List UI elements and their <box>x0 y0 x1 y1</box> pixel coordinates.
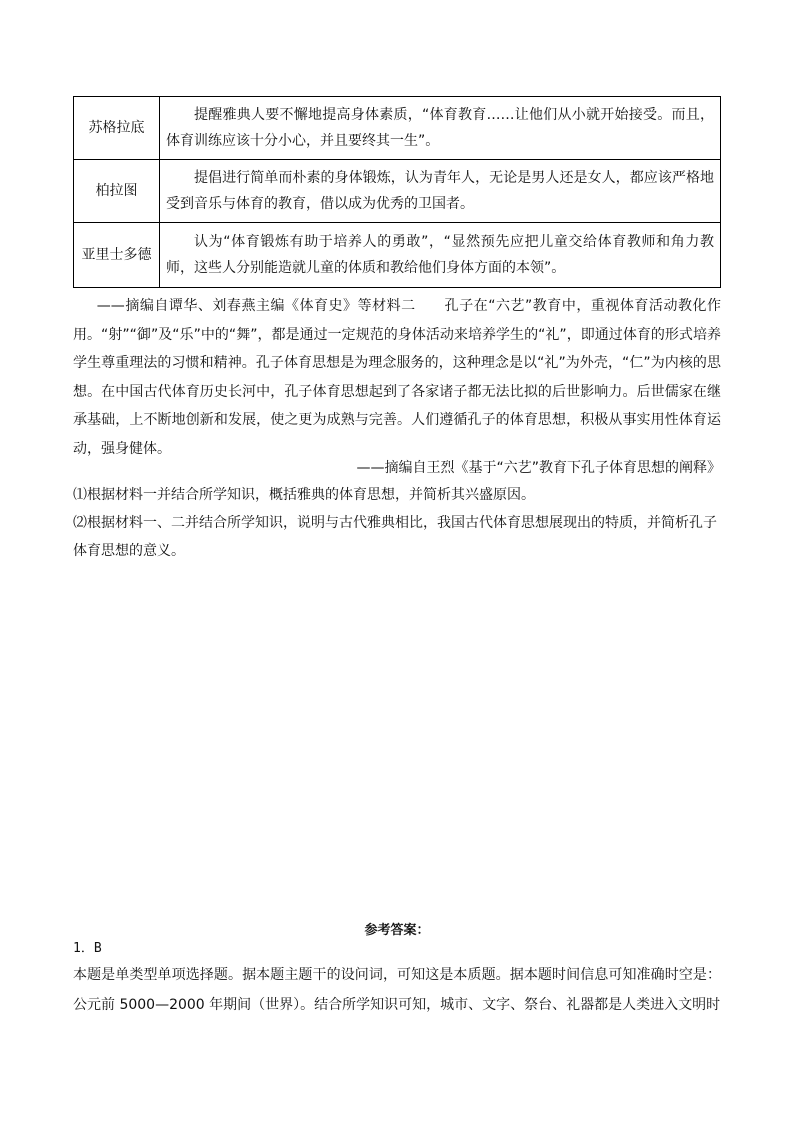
answer-number: 1．B <box>73 941 102 956</box>
table-row <box>74 223 721 288</box>
answers-heading: 参考答案： <box>364 923 430 938</box>
thinker-description: 认为“体育锻炼有助于培养人的勇敢”，“显然预先应把儿童交给体育教师和角力教师，这些人分别能造就儿童的体质和教给他们身体方面的本领”。 <box>160 223 721 288</box>
thinker-name: 苏格拉底 <box>74 97 160 160</box>
question-2: ⑵根据材料一、二并结合所学知识，说明与古代雅典相比，我国古代体育思想展现出的特质，并简析孔子体育思想的意义。 <box>73 515 717 559</box>
table-row <box>74 97 721 160</box>
table-row <box>74 160 721 223</box>
question-1: ⑴根据材料一并结合所学知识，概括雅典的体育思想，并简析其兴盛原因。 <box>73 487 535 503</box>
answer-explanation: 本题是单类型单项选择题。据本题主题干的设问词，可知这是本质题。据本题时间信息可知准确时空是：公元前 5000—2000 年期间（世界）。结合所学知识可知，城市、文字、祭台、礼器都是人类进入文明时 <box>73 967 721 1013</box>
thinker-name: 亚里士多德 <box>74 223 160 288</box>
material-two-paragraph: ——摘编自谭华、刘春燕主编《体育史》等材料二 孔子在“六艺”教育中，重视体育活动教化作用。“射”“御”及“乐”中的“舞”，都是通过一定规范的身体活动来培养学生的“礼”，即通过体育的形式培养学生尊重理法的习惯和精神。孔子体育思想是为理念服务的，这种理念是以“礼”为外壳，“仁”为内核的思想。在中国古代体育历史长河中，孔子体育思想起到了各家诸子都无法比拟的后世影响力。后世儒家在继承基础，上不断地创新和发展，使之更为成熟与完善。人们遵循孔子的体育思想，积极从事实用性体育运动，强身健体。 <box>73 298 721 457</box>
thinker-name: 柏拉图 <box>74 160 160 223</box>
material-two-source: ——摘编自王烈《基于“六艺”教育下孔子体育思想的阐释》 <box>356 460 721 476</box>
thinkers-table <box>73 96 721 288</box>
thinker-description: 提醒雅典人要不懈地提高身体素质，“体育教育……让他们从小就开始接受。而且，体育训练应该十分小心，并且要终其一生”。 <box>160 97 721 160</box>
thinker-description: 提倡进行简单而朴素的身体锻炼，认为青年人，无论是男人还是女人，都应该严格地受到音乐与体育的教育，借以成为优秀的卫国者。 <box>160 160 721 223</box>
